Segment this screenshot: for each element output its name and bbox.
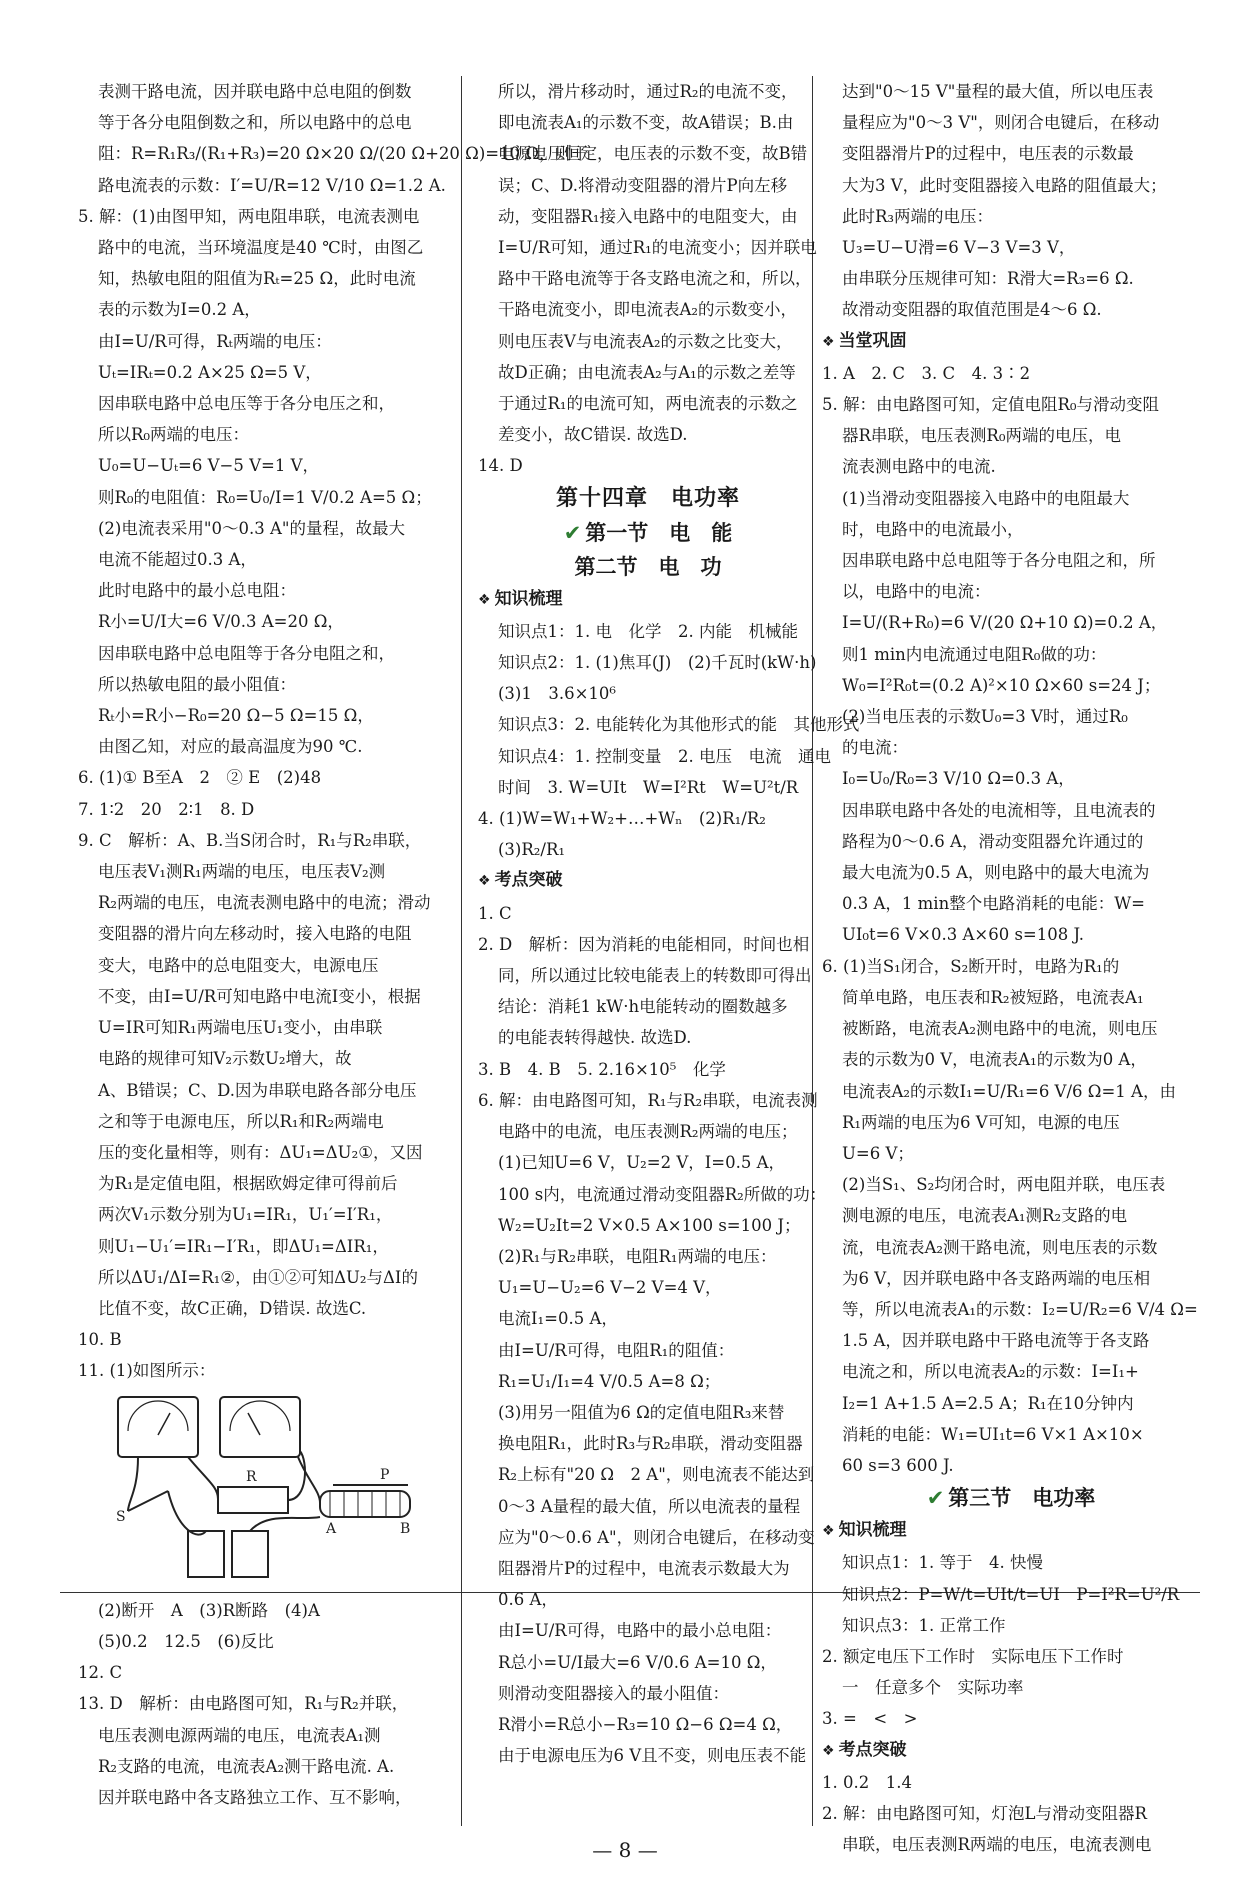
- consolidate-heading: ❖ 当堂巩固: [822, 326, 1200, 358]
- text-line: 电流不能超过0.3 A，: [98, 550, 257, 570]
- text-line: 的电流：: [842, 738, 908, 758]
- text-line: 所以，滑片移动时，通过R₂的电流不变，: [498, 82, 798, 101]
- switch-icon: [128, 1491, 168, 1511]
- leaf-icon: ✔: [926, 1486, 945, 1511]
- text-line: 时，电路中的电流最小，: [842, 519, 1024, 539]
- text-line: 简单电路，电压表和R₂被短路，电流表A₁: [842, 987, 1144, 1007]
- section-1-title: ✔ 第一节 电 能: [563, 520, 733, 545]
- text-line: 0～3 A量程的最大值，所以电流表的量程: [498, 1496, 801, 1516]
- text-line: 由I=U/R可得，Rₜ两端的电压：: [98, 331, 332, 351]
- text-line: (1)当滑动变阻器接入电路中的电阻最大: [842, 488, 1130, 508]
- text-line: Rₜ小=R小−R₀=20 Ω−5 Ω=15 Ω，: [98, 706, 374, 726]
- text-line: 2. D 解析：因为消耗的电能相同，时间也相: [478, 934, 810, 954]
- col2-knowledge: [478, 616, 860, 866]
- text-line: 两次V₁示数分别为U₁=IR₁，U₁′=I′R₁，: [98, 1205, 393, 1225]
- col2-text: [478, 76, 818, 482]
- text-line: 此时电路中的最小总电阻：: [98, 581, 296, 601]
- text-line: U=IR可知R₁两端电压U₁变小，由串联: [98, 1018, 383, 1038]
- text-line: 路电流表的示数：I′=U/R=12 V/10 Ω=1.2 A.: [98, 175, 446, 195]
- text-line: 3. = < >: [822, 1709, 918, 1729]
- text-line: 1. C: [478, 903, 512, 923]
- column-divider-left: [461, 76, 462, 1826]
- text-line: 流，电流表A₂测干路电流，则电压表的示数: [842, 1237, 1158, 1257]
- text-line: 因串联电路中总电阻等于各分电阻之和，所: [842, 551, 1156, 571]
- text-line: 故D正确；由电流表A₂与A₁的示数之差等: [498, 362, 796, 382]
- text-line: 电流I₁=0.5 A，: [498, 1309, 618, 1329]
- text-line: 差变小，故C错误. 故选D.: [498, 425, 688, 445]
- terminal-a-label: A: [326, 1520, 337, 1537]
- text-line: U₀=U−Uₜ=6 V−5 V=1 V，: [98, 456, 320, 476]
- text-line: 路程为0～0.6 A，滑动变阻器允许通过的: [842, 831, 1144, 851]
- text-line: 为R₁是定值电阻，根据欧姆定律可得前后: [98, 1174, 398, 1194]
- text-line: 此时R₃两端的电压：: [842, 206, 994, 226]
- text-line: A、B错误；C、D.因为串联电路各部分电压: [98, 1080, 417, 1100]
- text-line: 变阻器滑片P的过程中，电压表的示数最: [842, 144, 1134, 164]
- resistor-icon: [218, 1487, 288, 1513]
- text-line: 误；C、D.将滑动变阻器的滑片P向左移: [498, 175, 788, 195]
- text-line: 压的变化量相等，则有：ΔU₁=ΔU₂①，又因: [98, 1142, 423, 1162]
- leaf-icon: ✔: [563, 520, 582, 545]
- text-line: I₀=U₀/R₀=3 V/10 Ω=0.3 A，: [842, 769, 1075, 789]
- text-line: 因串联电路中各处的电流相等，且电流表的: [842, 800, 1156, 820]
- text-line: R₁两端的电压为6 V可知，电源的电压: [842, 1112, 1120, 1132]
- text-line: 知，热敏电阻的阻值为Rₜ=25 Ω，此时电流: [98, 269, 416, 289]
- col3-consolidate: [822, 358, 1200, 1481]
- text-line: Uₜ=IRₜ=0.2 A×25 Ω=5 V，: [98, 362, 322, 382]
- text-line: 10. B: [78, 1330, 122, 1350]
- text-line: 路中的电流，当环境温度是40 ℃时，由图乙: [98, 238, 424, 258]
- text-line: (3)1 3.6×10⁶: [498, 684, 617, 704]
- text-line: 表的示数为I=0.2 A，: [98, 300, 261, 320]
- section-2-title: 第二节 电 功: [574, 554, 722, 579]
- col2-breakthrough: [478, 898, 827, 1772]
- text-line: 2. 额定电压下工作时 实际电压下工作时: [822, 1646, 1124, 1666]
- text-line: I=U/R可知，通过R₁的电流变小；因并联电: [498, 238, 817, 258]
- col3-knowledge: [822, 1547, 1200, 1734]
- text-line: 2. 解：由电路图可知，灯泡L与滑动变阻器R: [822, 1803, 1147, 1823]
- resistor-label: R: [246, 1468, 257, 1485]
- text-line: 最大电流为0.5 A，则电路中的最大电流为: [842, 863, 1150, 883]
- text-line: 于通过R₁的电流可知，两电流表的示数之: [498, 394, 798, 414]
- slider-label: P: [380, 1466, 390, 1483]
- text-line: 即电流表A₁的示数不变，故A错误；B.由: [498, 113, 794, 133]
- text-line: 则电压表V与电流表A₂的示数之比变大，: [498, 331, 793, 351]
- text-line: 知识点3：1. 正常工作: [842, 1615, 1006, 1635]
- column-3: [822, 76, 1200, 1860]
- text-line: 电流之和，所以电流表A₂的示数：I=I₁+: [842, 1362, 1139, 1382]
- text-line: 4. (1)W=W₁+W₂+…+Wₙ (2)R₁/R₂: [478, 809, 766, 829]
- page-number: — 8 —: [592, 1838, 658, 1862]
- text-line: 表的示数为0 V，电流表A₁的示数为0 A，: [842, 1050, 1147, 1070]
- text-line: 结论：消耗1 kW·h电能转动的圈数越多: [498, 997, 788, 1017]
- text-line: 应为"0～0.6 A"，则闭合电键后，在移动变: [498, 1527, 815, 1547]
- text-line: R₂两端的电压，电流表测电路中的电流；滑动: [98, 893, 431, 913]
- text-line: 变大，电路中的总电阻变大，电源电压: [98, 955, 379, 975]
- text-line: 9. C 解析：A、B.当S闭合时，R₁与R₂串联，: [78, 830, 422, 850]
- text-line: I₂=1 A+1.5 A=2.5 A；R₁在10分钟内: [842, 1393, 1134, 1413]
- text-line: 则U₁−U₁′=IR₁−I′R₁，即ΔU₁=ΔIR₁，: [98, 1236, 389, 1256]
- breakthrough-heading: ❖ 考点突破: [478, 865, 818, 897]
- text-line: 1.5 A，因并联电路中干路电流等于各支路: [842, 1331, 1150, 1351]
- text-line: 知识点3：2. 电能转化为其他形式的能 其他形式: [498, 715, 860, 735]
- rheostat-icon: [320, 1491, 410, 1517]
- breakthrough-heading-2: ❖ 考点突破: [822, 1735, 1200, 1767]
- text-line: (3)R₂/R₁: [498, 840, 566, 860]
- text-line: R₂上标有"20 Ω 2 A"，则电流表不能达到: [498, 1465, 815, 1485]
- text-line: I=U/(R+R₀)=6 V/(20 Ω+10 Ω)=0.2 A，: [842, 613, 1168, 633]
- text-line: (2)当S₁、S₂均闭合时，两电阻并联，电压表: [842, 1175, 1166, 1195]
- text-line: 电路的规律可知V₂示数U₂增大，故: [98, 1049, 352, 1069]
- text-line: 14. D: [478, 456, 523, 476]
- text-line: 60 s=3 600 J.: [842, 1455, 954, 1475]
- text-line: 则1 min内电流通过电阻R₀做的功：: [842, 644, 1107, 664]
- text-line: 所以ΔU₁/ΔI=R₁②，由①②可知ΔU₂与ΔI的: [98, 1267, 418, 1287]
- text-line: 器R串联，电压表测R₀两端的电压，电: [842, 426, 1121, 446]
- text-line: 6. 解：由电路图可知，R₁与R₂串联，电流表测: [478, 1090, 818, 1110]
- text-line: U₁=U−U₂=6 V−2 V=4 V，: [498, 1278, 722, 1298]
- text-line: 知识点2：1. (1)焦耳(J) (2)千瓦时(kW·h): [498, 653, 817, 673]
- section-3-title: ✔ 第三节 电功率: [926, 1486, 1096, 1511]
- text-line: 知识点4：1. 控制变量 2. 电压 电流 通电: [498, 746, 831, 766]
- voltmeter-icon: [220, 1397, 300, 1457]
- text-line: 12. C: [78, 1663, 123, 1683]
- text-line: 100 s内，电流通过滑动变阻器R₂所做的功：: [498, 1184, 827, 1204]
- knowledge-heading: ❖ 知识梳理: [478, 584, 818, 616]
- text-line: 以，电路中的电流：: [842, 582, 991, 602]
- text-line: 知识点2：P=W/t=UIt/t=UI P=I²R=U²/R: [842, 1584, 1180, 1604]
- text-line: 的电能表转得越快. 故选D.: [498, 1028, 692, 1048]
- text-line: 等于各分电阻倒数之和，所以电路中的总电: [98, 113, 412, 133]
- text-line: 流表测电路中的电流.: [842, 457, 996, 477]
- terminal-b-label: B: [400, 1520, 411, 1537]
- text-line: (5)0.2 12.5 (6)反比: [98, 1631, 274, 1651]
- text-line: 6. (1)① B至A 2 ② E (2)48: [78, 768, 322, 788]
- text-line: R滑小=R总小−R₃=10 Ω−6 Ω=4 Ω，: [498, 1714, 793, 1734]
- switch-label: S: [116, 1508, 126, 1525]
- text-line: 量程应为"0～3 V"，则闭合电键后，在移动: [842, 113, 1160, 133]
- text-line: 所以热敏电阻的最小阻值：: [98, 674, 296, 694]
- text-line: 知识点1：1. 电 化学 2. 内能 机械能: [498, 621, 798, 641]
- text-line: 比值不变，故C正确，D错误. 故选C.: [98, 1298, 367, 1318]
- text-line: 5. 解：由电路图可知，定值电阻R₀与滑动变阻: [822, 395, 1160, 415]
- text-line: 阻：R=R₁R₃/(R₁+R₃)=20 Ω×20 Ω/(20 Ω+20 Ω)=10 Ω，则干: [98, 144, 589, 164]
- text-line: 干路电流变小，即电流表A₂的示数变小，: [498, 300, 798, 320]
- text-line: R总小=U/I最大=6 V/0.6 A=10 Ω，: [498, 1652, 777, 1672]
- text-line: 则R₀的电阻值：R₀=U₀/I=1 V/0.2 A=5 Ω；: [98, 487, 432, 507]
- text-line: 一 任意多个 实际功率: [842, 1678, 1024, 1698]
- text-line: 由串联分压规律可知：R滑大=R₃=6 Ω.: [842, 269, 1134, 289]
- text-line: 由图乙知，对应的最高温度为90 ℃.: [98, 737, 363, 757]
- text-line: 3. B 4. B 5. 2.16×10⁵ 化学: [478, 1059, 726, 1079]
- text-line: 电压表测电源两端的电压，电流表A₁测: [98, 1725, 381, 1745]
- text-line: 测电源的电压，电流表A₁测R₂支路的电: [842, 1206, 1128, 1226]
- text-line: 因串联电路中总电压等于各分电压之和，: [98, 394, 395, 414]
- text-line: 所以R₀两端的电压：: [98, 425, 250, 445]
- text-line: UI₀t=6 V×0.3 A×60 s=108 J.: [842, 925, 1085, 945]
- text-line: (3)用另一阻值为6 Ω的定值电阻R₃来替: [498, 1402, 785, 1422]
- text-line: 由I=U/R可得，电阻R₁的阻值：: [498, 1340, 735, 1360]
- battery-icon: [188, 1531, 224, 1577]
- text-line: 电压表V₁测R₁两端的电压，电压表V₂测: [98, 862, 386, 882]
- text-line: W₂=U₂It=2 V×0.5 A×100 s=100 J；: [498, 1215, 801, 1235]
- text-line: 变阻器的滑片向左移动时，接入电路的电阻: [98, 924, 412, 944]
- text-line: 7. 1∶2 20 2∶1 8. D: [78, 799, 255, 819]
- text-line: (2)断开 A (3)R断路 (4)A: [98, 1600, 320, 1620]
- text-line: 13. D 解析：由电路图可知，R₁与R₂并联，: [78, 1694, 409, 1714]
- text-line: 电源电压恒定，电压表的示数不变，故B错: [498, 144, 808, 164]
- text-line: U₃=U−U滑=6 V−3 V=3 V，: [842, 238, 1076, 258]
- text-line: R₂支路的电流，电流表A₂测干路电流. A.: [98, 1756, 395, 1776]
- text-line: 达到"0～15 V"量程的最大值，所以电压表: [842, 82, 1154, 101]
- text-line: 知识点1：1. 等于 4. 快慢: [842, 1553, 1043, 1573]
- chapter-title: 第十四章 电功率: [555, 485, 740, 511]
- text-line: (2)R₁与R₂串联，电阻R₁两端的电压：: [498, 1246, 777, 1266]
- text-line: 则滑动变阻器接入的最小阻值：: [498, 1683, 729, 1703]
- circuit-figure: [108, 1391, 428, 1581]
- text-line: W₀=I²R₀t=(0.2 A)²×10 Ω×60 s=24 J；: [842, 675, 1161, 695]
- text-line: 路中干路电流等于各支路电流之和，所以，: [498, 269, 812, 289]
- text-line: (2)电流表采用"0～0.3 A"的量程，故最大: [98, 518, 405, 538]
- text-line: 时间 3. W=UIt W=I²Rt W=U²t/R: [498, 777, 799, 797]
- knowledge-heading-2: ❖ 知识梳理: [822, 1515, 1200, 1547]
- text-line: 电流表A₂的示数I₁=U/R₁=6 V/6 Ω=1 A，由: [842, 1081, 1176, 1101]
- text-line: 同，所以通过比较电能表上的转数即可得出: [498, 966, 812, 986]
- text-line: R小=U/I大=6 V/0.3 A=20 Ω，: [98, 612, 344, 632]
- text-line: 换电阻R₁，此时R₃与R₂串联，滑动变阻器: [498, 1434, 803, 1454]
- text-line: 11. (1)如图所示：: [78, 1361, 216, 1381]
- text-line: 由I=U/R可得，电路中的最小总电阻：: [498, 1621, 782, 1641]
- col1-text-after-figure: [78, 1595, 450, 1813]
- column-2: [478, 76, 860, 1771]
- text-line: 等，所以电流表A₁的示数：I₂=U/R₂=6 V/4 Ω=: [842, 1299, 1198, 1319]
- text-line: 被断路，电流表A₂测电路中的电流，则电压: [842, 1019, 1158, 1039]
- text-line: 消耗的电能：W₁=UI₁t=6 V×1 A×10×: [842, 1424, 1144, 1444]
- text-line: 大为3 V，此时变阻器接入电路的阻值最大；: [842, 175, 1167, 195]
- text-line: 串联，电压表测R两端的电压，电流表测电: [842, 1835, 1152, 1855]
- text-line: 动，变阻器R₁接入电路中的电阻变大，由: [498, 206, 798, 226]
- text-line: 6. (1)当S₁闭合，S₂断开时，电路为R₁的: [822, 956, 1120, 976]
- text-line: 不变，由I=U/R可知电路中电流I变小，根据: [98, 986, 421, 1006]
- text-line: 0.6 A，: [498, 1590, 558, 1610]
- text-line: 阻器滑片P的过程中，电流表示数最大为: [498, 1558, 790, 1578]
- text-line: 表测干路电流，因并联电路中总电阻的倒数: [98, 82, 412, 101]
- battery-icon: [232, 1531, 268, 1577]
- text-line: 为6 V，因并联电路中各支路两端的电压相: [842, 1268, 1151, 1288]
- text-line: 0.3 A，1 min整个电路消耗的电能：W=: [842, 894, 1145, 914]
- text-line: R₁=U₁/I₁=4 V/0.5 A=8 Ω；: [498, 1371, 721, 1391]
- text-line: 由于电源电压为6 V且不变，则电压表不能: [498, 1746, 807, 1766]
- text-line: 之和等于电源电压，所以R₁和R₂两端电: [98, 1111, 384, 1131]
- text-line: 因并联电路中各支路独立工作、互不影响，: [98, 1787, 412, 1807]
- text-line: 1. 0.2 1.4: [822, 1772, 912, 1792]
- col3-text: [822, 76, 1200, 326]
- text-line: 因串联电路中总电阻等于各分电阻之和，: [98, 643, 395, 663]
- text-line: 5. 解：(1)由图甲知，两电阻串联，电流表测电: [78, 206, 420, 226]
- text-line: (2)当电压表的示数U₀=3 V时，通过R₀: [842, 707, 1128, 727]
- text-line: (1)已知U=6 V，U₂=2 V，I=0.5 A，: [498, 1153, 786, 1173]
- text-line: 电路中的电流，电压表测R₂两端的电压；: [498, 1122, 798, 1142]
- text-line: 1. A 2. C 3. C 4. 3∶2: [822, 363, 1031, 383]
- text-line: 故滑动变阻器的取值范围是4～6 Ω.: [842, 300, 1102, 320]
- ammeter-icon: [118, 1397, 198, 1457]
- text-line: U=6 V；: [842, 1143, 914, 1163]
